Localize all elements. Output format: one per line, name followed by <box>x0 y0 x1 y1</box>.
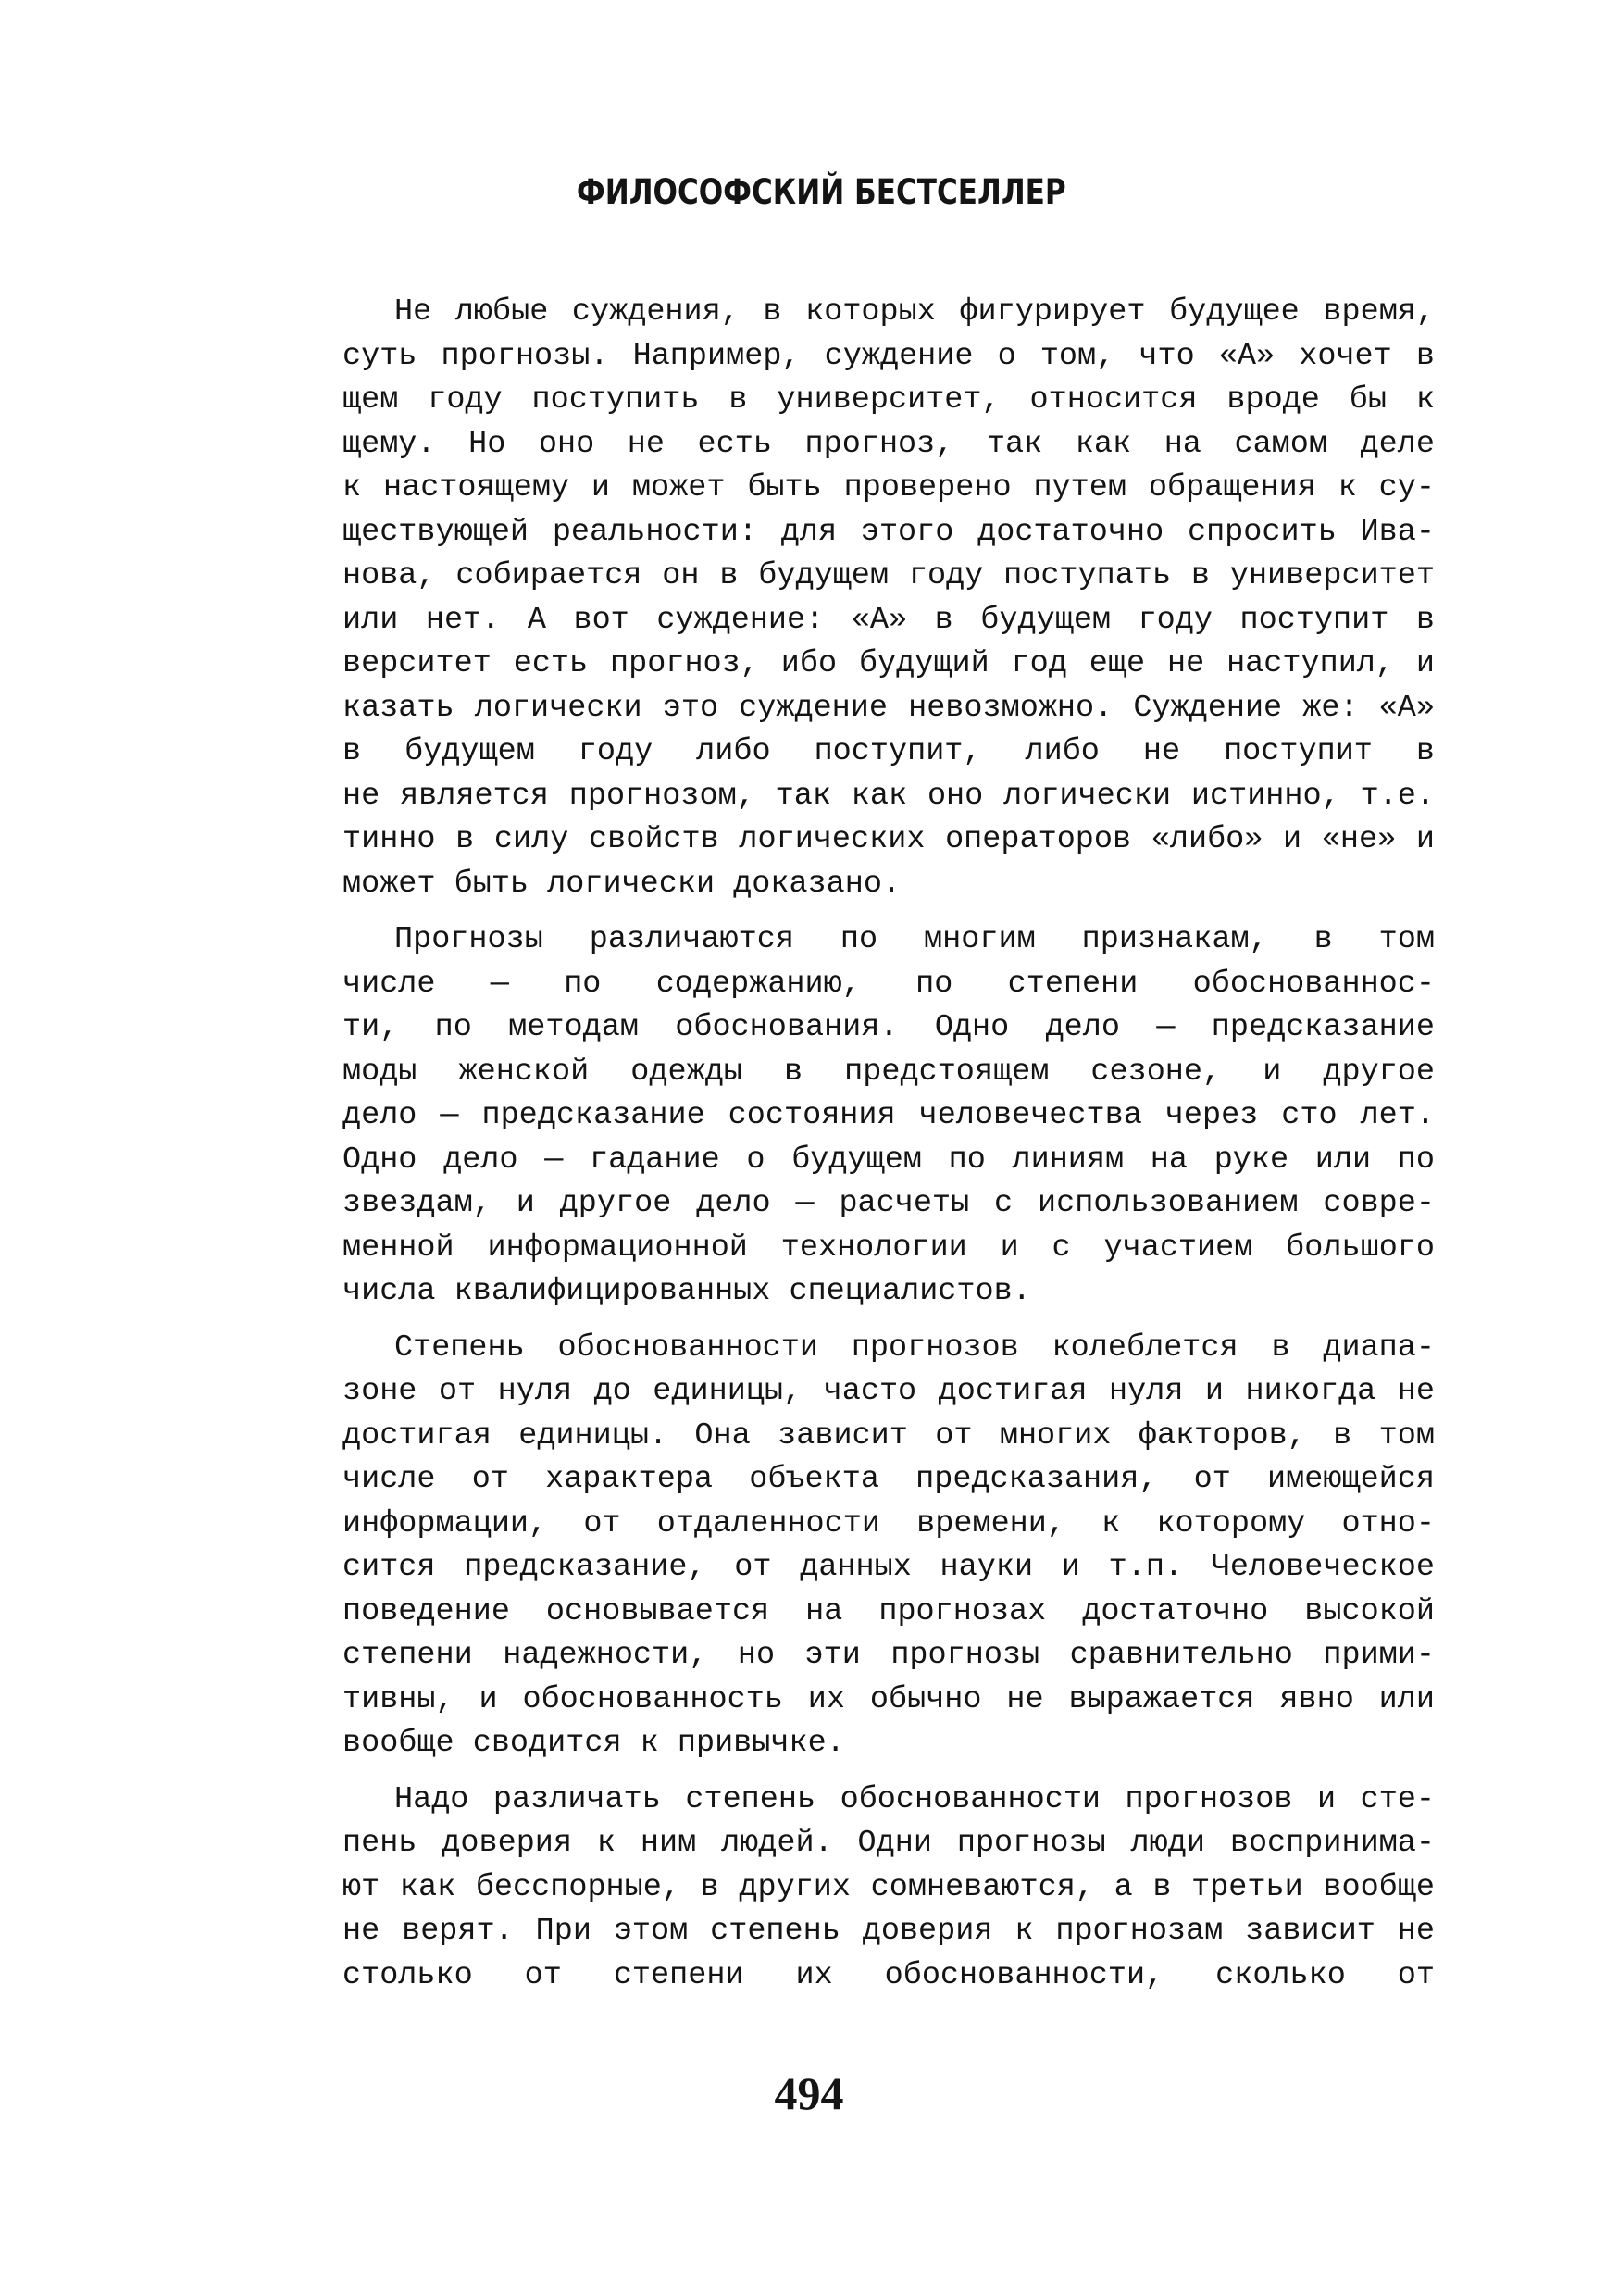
text-line: может быть логически доказано. <box>342 866 902 902</box>
text-line: Степень обоснованности прогнозов колеблется в диапа- <box>394 1329 1435 1366</box>
text-line: тинно в силу свойств логических операторов «либо» и «не» и <box>342 822 1435 857</box>
text-line: информации, от отдаленности времени, к которому отно- <box>342 1505 1435 1541</box>
text-line: звездам, и другое дело — расчеты с использованием совре- <box>342 1186 1435 1221</box>
text-line: достигая единицы. Она зависит от многих факторов, в том <box>342 1417 1435 1454</box>
text-line: ществующей реальности: для этого достаточно спросить Ива- <box>342 514 1435 550</box>
paragraph <box>342 1327 1435 1766</box>
text-line: верситет есть прогноз, ибо будущий год еще не наступил, и <box>342 646 1435 681</box>
text-line: ют как бесспорные, в других сомневаются, а в третьи вообще <box>342 1869 1435 1905</box>
text-line: не является прогнозом, так как оно логически истинно, т.е. <box>342 778 1435 814</box>
text-line: пень доверия к ним людей. Одни прогнозы люди воспринима- <box>342 1826 1435 1861</box>
text-line: суть прогнозы. Например, суждение о том, что «А» хочет в <box>342 338 1435 374</box>
text-line: Надо различать степень обоснованности прогнозов и сте- <box>394 1781 1435 1817</box>
text-line: вообще сводится к привычке. <box>342 1726 845 1761</box>
text-line: столько от степени их обоснованности, сколько от <box>342 1957 1435 1993</box>
text-line: нова, собирается он в будущем году поступать в университет <box>342 558 1435 593</box>
text-line: моды женской одежды в предстоящем сезоне, и другое <box>342 1054 1435 1090</box>
text-line: тивны, и обоснованность их обычно не выражается явно или <box>342 1681 1435 1717</box>
text-line: Одно дело — гадание о будущем по линиям на руке или по <box>342 1142 1435 1178</box>
text-line: сится предсказание, от данных науки и т.п. Человеческое <box>342 1550 1435 1585</box>
text-line: числе — по содержанию, по степени обоснованнос- <box>342 966 1435 1002</box>
text-line: ти, по методам обоснования. Одно дело — предсказание <box>342 1010 1435 1045</box>
text-line: степени надежности, но эти прогнозы сравнительно прими- <box>342 1638 1435 1673</box>
paragraph <box>342 918 1435 1315</box>
text-line: щему. Но оно не есть прогноз, так как на самом деле <box>342 426 1435 462</box>
text-line: Не любые суждения, в которых фигурирует будущее время, <box>394 294 1435 330</box>
text-line: не верят. При этом степень доверия к прогнозам зависит не <box>342 1914 1435 1949</box>
text-line: Прогнозы различаются по многим признакам, в том <box>394 922 1435 957</box>
text-line: щем году поступить в университет, относится вроде бы к <box>342 382 1435 418</box>
text-line: числе от характера объекта предсказания, от имеющейся <box>342 1462 1435 1497</box>
text-line: менной информационной технологии и с участием большого <box>342 1229 1435 1266</box>
text-line: поведение основывается на прогнозах достаточно высокой <box>342 1593 1435 1629</box>
page-number: 494 <box>774 2067 844 2119</box>
paragraph <box>342 1778 1435 1999</box>
paragraph <box>342 291 1435 906</box>
text-line: в будущем году либо поступит, либо не поступит в <box>342 734 1435 769</box>
text-line: к настоящему и может быть проверено путем обращения к су- <box>342 470 1435 505</box>
text-line: дело — предсказание состояния человечества через сто лет. <box>342 1098 1435 1133</box>
text-line: зоне от нуля до единицы, часто достигая нуля и никогда не <box>342 1374 1435 1409</box>
text-line: казать логически это суждение невозможно. Суждение же: «А» <box>342 690 1435 726</box>
page-body <box>342 291 1435 2010</box>
running-head: ФИЛОСОФСКИЙ БЕСТСЕЛЛЕР <box>576 172 1066 212</box>
text-line: или нет. А вот суждение: «А» в будущем году поступит в <box>342 602 1435 638</box>
text-line: числа квалифицированных специалистов. <box>342 1274 1031 1309</box>
